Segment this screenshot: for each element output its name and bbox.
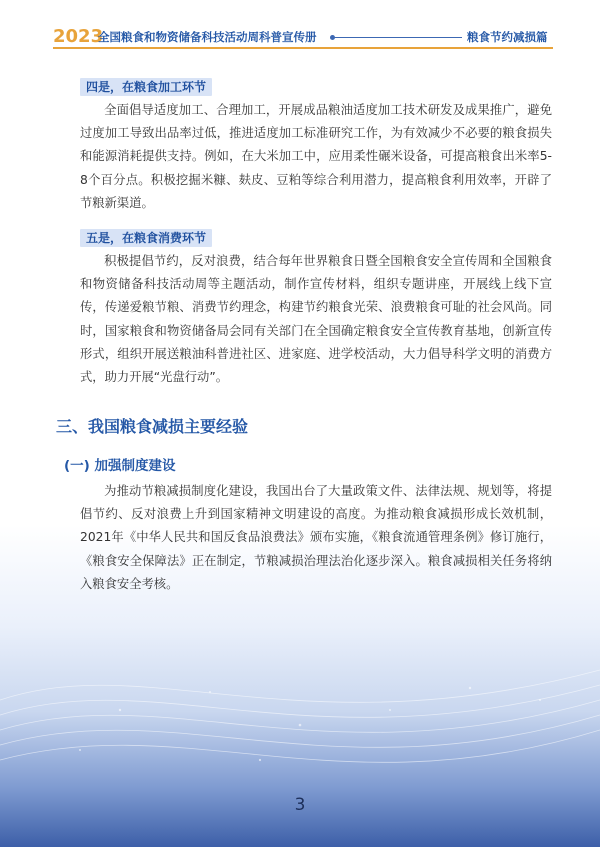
page-header [0, 0, 600, 48]
subsection-tag-consumption: 五是，在粮食消费环节 [80, 229, 212, 247]
subsection-tag-processing: 四是，在粮食加工环节 [80, 78, 212, 96]
chapter-name: 粮食节约减损篇 [467, 30, 548, 44]
page-number: 3 [294, 795, 306, 815]
section-heading: 三、我国粮食减损主要经验 [56, 417, 249, 436]
paragraph-processing [80, 99, 552, 215]
paragraph-consumption [80, 250, 552, 389]
booklet-title: 全国粮食和物资储备科技活动周科普宣传册 [98, 30, 317, 44]
paragraph-consumption-text: 积极提倡节约，反对浪费，结合每年世界粮食日暨全国粮食安全宣传周和全国粮食和物资储备科技活动周等主题活动，制作宣传材料，组织专题讲座，开展线上线下宣传，传递爱粮节粮、消费节约理念，构建节约粮食光荣、浪费粮食可耻的社会风尚。同时，国家粮食和物资储备局会同有关部门在全国确定粮食安全宣传教育基地，创新宣传形式，组织开展送粮油科普进社区、进家庭、进学校活动，大力倡导科学文明的消费方式，助力开展“光盘行动”。 [80, 254, 552, 385]
paragraph-processing-text: 全面倡导适度加工、合理加工，开展成品粮油适度加工技术研发及成果推广，避免过度加工导致出品率过低，推进适度加工标准研究工作，为有效减少不必要的粮食损失和能源消耗提供支持。例如，在大米加工中，应用柔性碾米设备，可提高粮食出米率5-8个百分点。积极挖掘米糠、麸皮、豆粕等综合利用潜力，提高粮食利用效率，开辟了节粮新渠道。 [80, 103, 552, 210]
subsection-heading: (一) 加强制度建设 [64, 458, 176, 474]
header-divider-line [334, 37, 462, 38]
header-underline [53, 47, 553, 49]
year-mark: 2023 [53, 26, 104, 47]
paragraph-institution-text: 为推动节粮减损制度化建设，我国出台了大量政策文件、法律法规、规划等，将提倡节约、反对浪费上升到国家精神文明建设的高度。为推动粮食减损形成长效机制，2021年《中华人民共和国反食品浪费法》颁布实施，《粮食流通管理条例》修订施行，《粮食安全保障法》正在制定，节粮减损治理法治化逐步深入。粮食减损相关任务将纳入粮食安全考核。 [80, 484, 552, 591]
